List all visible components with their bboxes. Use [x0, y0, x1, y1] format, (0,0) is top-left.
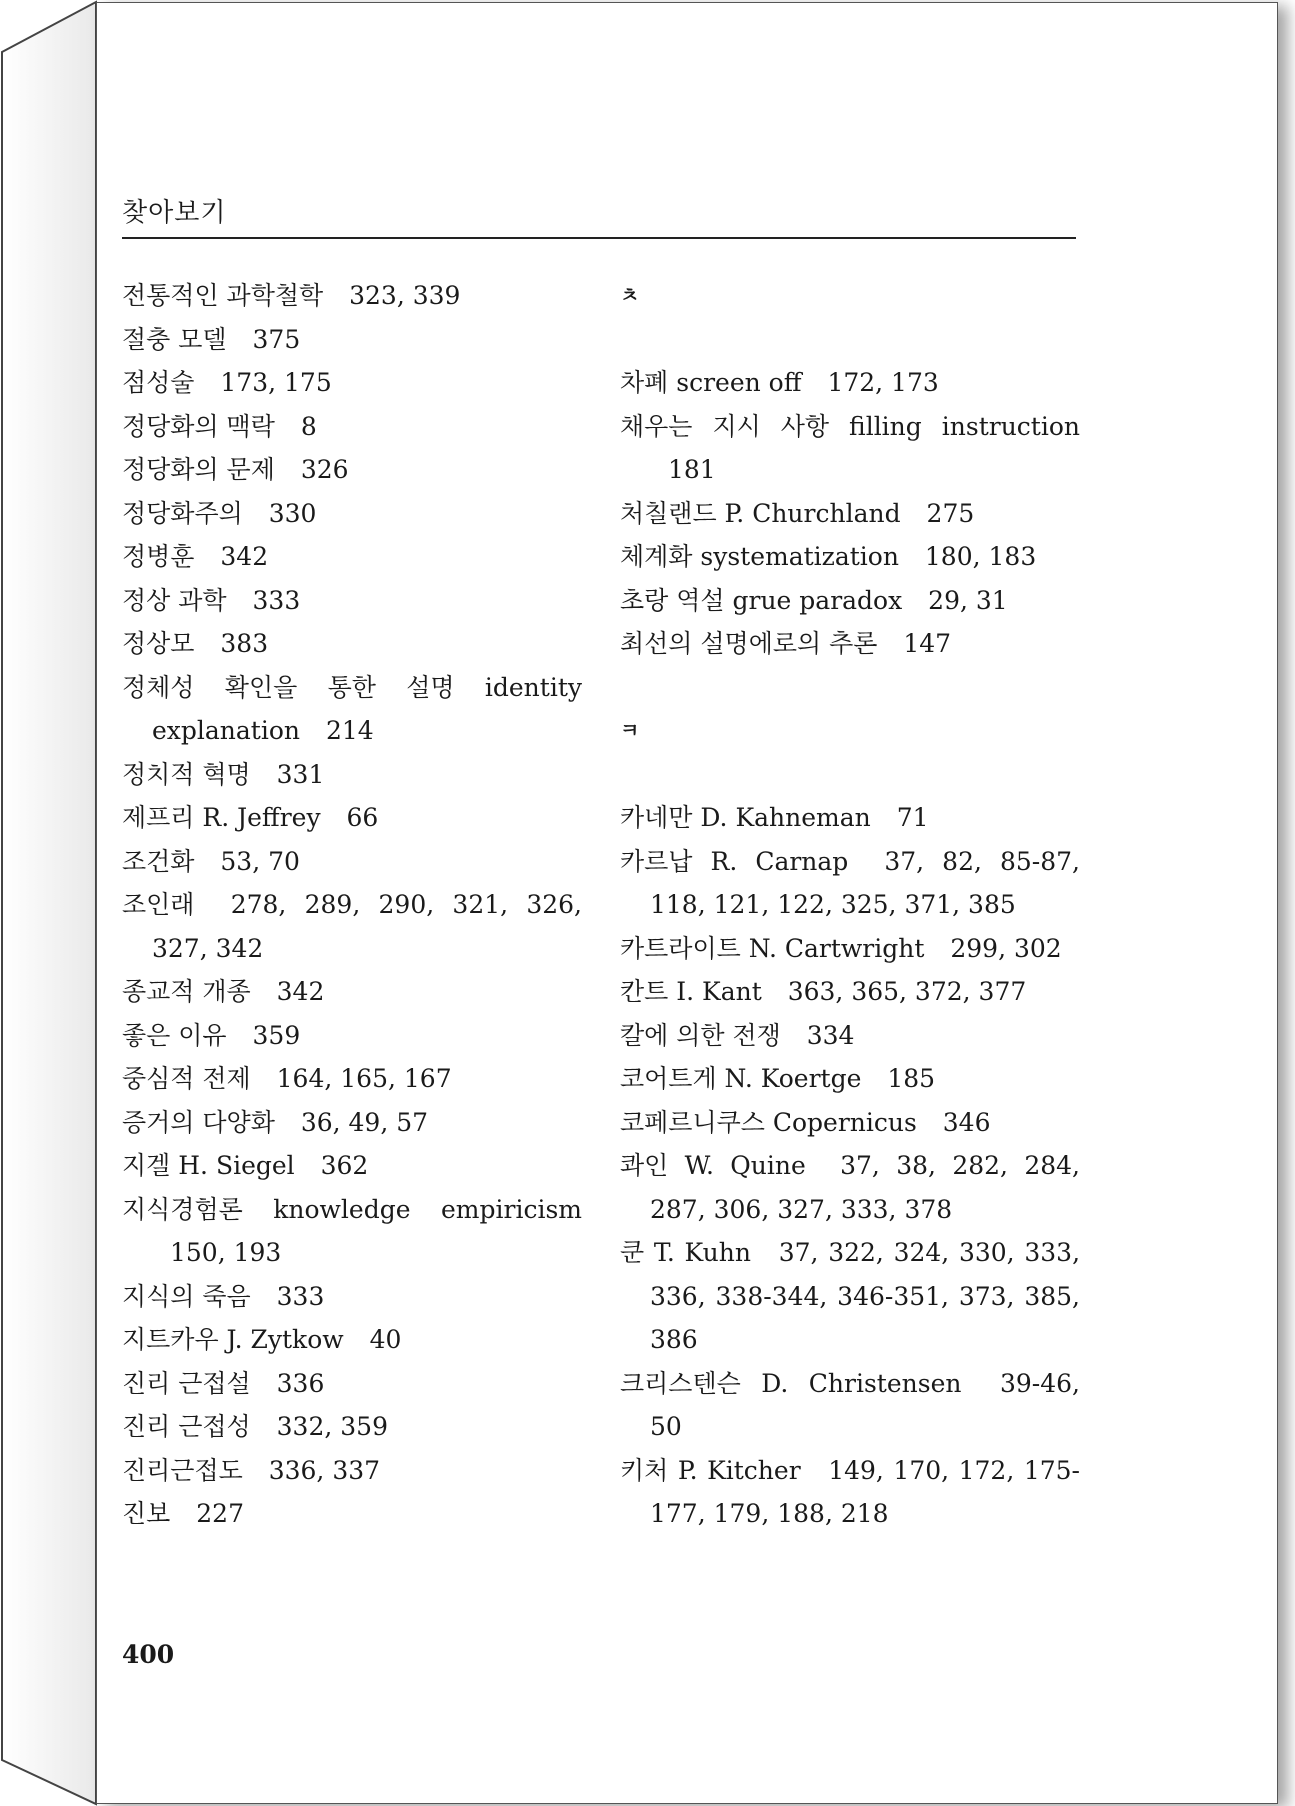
index-term: 정병훈: [122, 542, 195, 571]
index-page-numbers: 147: [903, 629, 952, 658]
index-page-numbers: 53, 70: [220, 846, 300, 876]
index-entry: [620, 1449, 1080, 1536]
index-page-numbers: 29, 31: [928, 585, 1008, 615]
index-term: 좋은 이유: [122, 1020, 227, 1050]
index-entry: [122, 1101, 582, 1145]
index-entry: [122, 1362, 582, 1406]
index-term: 칼에 의한 전쟁: [620, 1020, 781, 1050]
index-term: 체계화 systematization: [620, 542, 899, 571]
index-entry: [620, 927, 1080, 971]
page-title: 찾아보기: [122, 198, 227, 228]
page-header: [122, 192, 1076, 239]
index-page-numbers: 323, 339: [349, 281, 461, 310]
index-entry: [122, 622, 582, 666]
index-term: 지트카우 J. Zytkow: [122, 1325, 344, 1354]
index-page-numbers: 172, 173: [827, 368, 939, 397]
index-entry: [620, 622, 1080, 666]
index-term: 카네만 D. Kahneman: [620, 803, 871, 832]
index-page-numbers: 37, 82, 85-87, 118, 121, 122, 325, 371, 385: [650, 846, 1080, 919]
index-page-numbers: 150, 193: [170, 1238, 282, 1267]
index-page-numbers: 227: [196, 1499, 244, 1528]
index-entry: [122, 1014, 582, 1058]
index-entry: [620, 1144, 1080, 1231]
index-entry: [122, 753, 582, 797]
index-entry: [620, 579, 1080, 623]
index-page-numbers: 346: [942, 1107, 991, 1137]
index-page-numbers: 332, 359: [276, 1412, 388, 1441]
index-page-numbers: 214: [325, 716, 374, 745]
index-entry: [620, 1057, 1080, 1101]
index-page-numbers: 37, 38, 282, 284, 287, 306, 327, 333, 378: [650, 1151, 1081, 1224]
index-term: 진리 근접설: [122, 1368, 251, 1398]
index-entry: [620, 492, 1080, 536]
index-page-numbers: 336: [276, 1368, 325, 1398]
index-term: 정당화의 문제: [122, 455, 275, 484]
book-spine-graphic: [0, 0, 98, 1806]
index-page-numbers: 362: [320, 1151, 369, 1180]
index-term: 최선의 설명에로의 추론: [620, 629, 878, 658]
index-entry: [122, 1449, 582, 1493]
index-term: 진보: [122, 1499, 171, 1528]
index-entry: [620, 361, 1080, 405]
index-term: 차폐 screen off: [620, 368, 802, 397]
index-page-numbers: 375: [252, 324, 301, 354]
index-page-numbers: 363, 365, 372, 377: [787, 977, 1027, 1006]
index-entry: [122, 492, 582, 536]
index-term: 지식경험론 knowledge empiricism: [122, 1194, 582, 1224]
index-entry: [122, 405, 582, 449]
index-term: 전통적인 과학철학: [122, 281, 324, 310]
index-page-numbers: 185: [887, 1064, 936, 1093]
index-entry: [122, 361, 582, 405]
index-entry: [122, 274, 582, 318]
index-page-numbers: 39-46, 50: [650, 1368, 1080, 1441]
index-page-numbers: 71: [896, 803, 929, 832]
index-page-numbers: 331: [276, 759, 325, 789]
index-page-numbers: 36, 49, 57: [300, 1107, 429, 1137]
index-page-numbers: 181: [668, 455, 716, 484]
index-entry: [620, 796, 1080, 840]
index-page-numbers: 383: [220, 629, 269, 658]
index-page-numbers: 164, 165, 167: [276, 1064, 452, 1093]
index-entry: [122, 796, 582, 840]
index-page-numbers: 336, 337: [268, 1455, 381, 1485]
index-page-numbers: 173, 175: [220, 368, 332, 397]
index-page-numbers: 66: [346, 803, 379, 832]
page-number: 400: [122, 1640, 175, 1669]
index-entry: [122, 666, 582, 753]
index-term: 카르납 R. Carnap: [620, 846, 849, 876]
index-entry: [122, 535, 582, 579]
index-entry: [620, 405, 1080, 492]
index-term: 중심적 전제: [122, 1064, 251, 1093]
index-entry: [620, 1014, 1080, 1058]
index-term: 크리스텐슨 D. Christensen: [620, 1368, 962, 1398]
index-term: 조인래: [122, 890, 195, 919]
index-term: 처칠랜드 P. Churchland: [620, 498, 901, 528]
index-entry: [122, 840, 582, 884]
index-term: 코페르니쿠스 Copernicus: [620, 1107, 917, 1137]
index-term: 증거의 다양화: [122, 1107, 275, 1137]
index-entry: [620, 970, 1080, 1014]
section-heading-letter: ㅋ: [620, 718, 640, 742]
index-entry: [122, 318, 582, 362]
section-spacer: [620, 318, 1080, 362]
index-term: 정상모: [122, 629, 195, 658]
index-page-numbers: 334: [806, 1020, 855, 1050]
index-entry: [122, 883, 582, 970]
index-page-numbers: 326: [300, 455, 349, 484]
index-page-numbers: 359: [252, 1020, 301, 1050]
index-page-numbers: 342: [220, 542, 269, 571]
index-entry: [122, 1188, 582, 1275]
index-entry: [620, 1231, 1080, 1362]
index-page-numbers: 8: [300, 411, 317, 441]
index-term: 제프리 R. Jeffrey: [122, 803, 321, 832]
section-spacer: [620, 666, 1080, 710]
index-term: 정치적 혁명: [122, 759, 251, 789]
index-page-numbers: 40: [369, 1325, 402, 1354]
index-entry: [620, 535, 1080, 579]
index-page-numbers: 333: [276, 1281, 325, 1311]
index-entry: [122, 1318, 582, 1362]
index-entry: [122, 1057, 582, 1101]
index-right-column: [620, 274, 1080, 1536]
index-term: 카트라이트 N. Cartwright: [620, 933, 925, 963]
index-page-numbers: 275: [926, 498, 975, 528]
index-term: 쿤 T. Kuhn: [620, 1238, 751, 1267]
index-term: 채우는 지시 사항 filling instruction: [620, 411, 1080, 441]
index-entry: [122, 1144, 582, 1188]
index-term: 진리 근접성: [122, 1412, 251, 1441]
index-term: 정당화주의: [122, 498, 243, 528]
index-page-numbers: 180, 183: [924, 542, 1037, 571]
index-term: 지겔 H. Siegel: [122, 1151, 295, 1180]
index-page-numbers: 299, 302: [950, 933, 1062, 963]
index-term: 키처 P. Kitcher: [620, 1455, 801, 1485]
index-term: 조건화: [122, 846, 195, 876]
index-entry: [620, 1362, 1080, 1449]
index-page-numbers: 37, 322, 324, 330, 333, 336, 338-344, 346-351, 373, 385, 386: [650, 1238, 1081, 1354]
index-term: 정체성 확인을 통한 설명 identity explanation: [122, 672, 582, 745]
index-entry: [620, 1101, 1080, 1145]
index-term: 칸트 I. Kant: [620, 977, 762, 1006]
index-term: 코어트게 N. Koertge: [620, 1064, 862, 1093]
index-term: 진리근접도: [122, 1455, 243, 1485]
index-term: 정당화의 맥락: [122, 411, 275, 441]
index-entry: [620, 840, 1080, 927]
index-term: 종교적 개종: [122, 977, 251, 1006]
index-entry: [122, 1275, 582, 1319]
index-page-numbers: 333: [252, 585, 301, 615]
index-left-column: [122, 274, 582, 1536]
index-term: 초랑 역설 grue paradox: [620, 585, 903, 615]
section-spacer: [620, 753, 1080, 797]
index-term: 점성술: [122, 368, 195, 397]
index-term: 지식의 죽음: [122, 1281, 251, 1311]
index-term: 절충 모델: [122, 324, 227, 354]
index-entry: [122, 1492, 582, 1536]
index-page-numbers: 278, 289, 290, 321, 326, 327, 342: [152, 890, 582, 963]
index-page-numbers: 330: [268, 498, 317, 528]
index-term: 정상 과학: [122, 585, 227, 615]
index-page-numbers: 149, 170, 172, 175-177, 179, 188, 218: [650, 1455, 1080, 1528]
index-entry: [122, 448, 582, 492]
index-page-numbers: 342: [276, 977, 325, 1006]
index-entry: [122, 579, 582, 623]
index-entry: [122, 1405, 582, 1449]
index-entry: [122, 970, 582, 1014]
section-heading-letter: ㅊ: [620, 283, 640, 307]
index-term: 콰인 W. Quine: [620, 1151, 806, 1180]
